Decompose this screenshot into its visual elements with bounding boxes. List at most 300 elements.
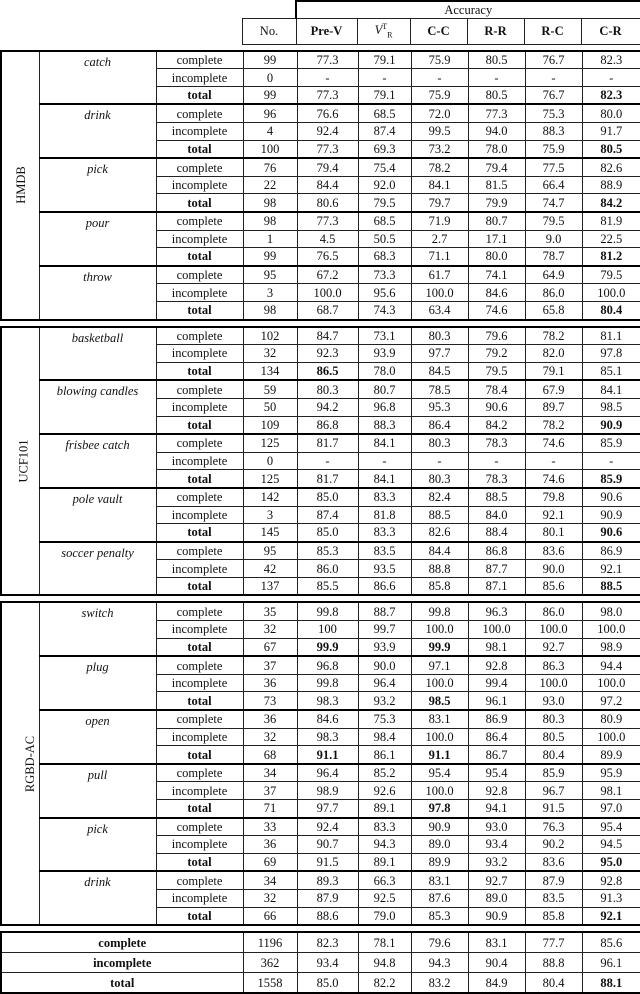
accuracy-cell: 71.1 (411, 248, 468, 266)
accuracy-cell: 92.7 (525, 638, 582, 656)
row-type: incomplete (156, 728, 243, 746)
count-cell: 68 (243, 746, 297, 764)
accuracy-cell: 94.2 (297, 398, 358, 416)
row-type: total (1, 973, 243, 994)
action-label: open (39, 710, 156, 764)
accuracy-cell: 94.8 (358, 953, 411, 973)
accuracy-cell: 96.3 (468, 602, 525, 620)
count-cell: 96 (243, 104, 297, 122)
row-type: incomplete (1, 953, 243, 973)
accuracy-cell: 77.7 (525, 932, 582, 953)
accuracy-cell: 78.0 (358, 362, 411, 380)
accuracy-cell: - (525, 69, 582, 87)
accuracy-cell: 98.0 (582, 602, 640, 620)
count-cell: 69 (243, 853, 297, 871)
accuracy-cell: 22.5 (582, 230, 640, 248)
accuracy-cell: 85.6 (525, 577, 582, 595)
accuracy-cell: 85.8 (411, 577, 468, 595)
row-type: complete (156, 104, 243, 122)
row-type: incomplete (156, 506, 243, 524)
accuracy-cell: - (297, 69, 358, 87)
accuracy-cell: 77.3 (297, 86, 358, 104)
accuracy-cell: 99.9 (411, 638, 468, 656)
count-cell: 95 (243, 266, 297, 284)
count-cell: 59 (243, 380, 297, 398)
accuracy-cell: 95.9 (582, 764, 640, 782)
accuracy-cell: 71.9 (411, 212, 468, 230)
col-c-r: C-R (581, 19, 640, 45)
accuracy-cell: 84.6 (297, 710, 358, 728)
accuracy-cell: 84.1 (358, 434, 411, 452)
row-type: complete (156, 434, 243, 452)
count-cell: 32 (243, 889, 297, 907)
accuracy-cell: 75.4 (358, 158, 411, 176)
accuracy-cell: 86.0 (525, 284, 582, 302)
count-cell: 32 (243, 728, 297, 746)
accuracy-cell: 90.2 (525, 836, 582, 854)
accuracy-cell: 87.6 (411, 889, 468, 907)
accuracy-cell: 93.2 (358, 692, 411, 710)
accuracy-cell: 100 (297, 621, 358, 639)
row-type: total (156, 853, 243, 871)
accuracy-cell: 82.6 (582, 158, 640, 176)
accuracy-cell: 91.1 (297, 746, 358, 764)
accuracy-cell: 80.7 (358, 380, 411, 398)
action-label: catch (39, 51, 156, 105)
count-cell: 1196 (243, 932, 297, 953)
accuracy-cell: 99.5 (411, 123, 468, 141)
action-label: throw (39, 266, 156, 320)
accuracy-cell: - (468, 452, 525, 470)
row-type: incomplete (156, 69, 243, 87)
count-cell: 95 (243, 542, 297, 560)
accuracy-cell: 83.1 (411, 710, 468, 728)
accuracy-cell: 100.0 (525, 674, 582, 692)
accuracy-cell: 86.0 (297, 560, 358, 578)
count-cell: 125 (243, 434, 297, 452)
accuracy-cell: 100.0 (411, 728, 468, 746)
action-label: switch (39, 602, 156, 656)
accuracy-cell: 79.6 (468, 327, 525, 345)
accuracy-cell: 98.9 (297, 782, 358, 800)
accuracy-cell: 82.2 (358, 973, 411, 994)
accuracy-cell: 77.3 (468, 104, 525, 122)
accuracy-cell: 83.1 (468, 932, 525, 953)
accuracy-cell: 87.9 (525, 871, 582, 889)
accuracy-cell: 96.4 (358, 674, 411, 692)
table-row (1, 710, 640, 728)
accuracy-cell: 84.7 (297, 327, 358, 345)
accuracy-cell: 87.1 (468, 577, 525, 595)
accuracy-cell: 80.5 (468, 51, 525, 69)
row-type: total (156, 416, 243, 434)
action-label: drink (39, 104, 156, 158)
accuracy-cell: 93.4 (297, 953, 358, 973)
dataset-label: UCF101 (1, 327, 39, 596)
accuracy-cell: 90.7 (297, 836, 358, 854)
count-cell: 4 (243, 123, 297, 141)
accuracy-cell: 96.1 (468, 692, 525, 710)
accuracy-cell: 17.1 (468, 230, 525, 248)
col-c-c: C-C (410, 19, 467, 45)
accuracy-cell: 100.0 (582, 674, 640, 692)
col-pre-v: Pre-V (296, 19, 357, 45)
accuracy-cell: 84.1 (582, 380, 640, 398)
accuracy-cell: 81.1 (582, 327, 640, 345)
count-cell: 66 (243, 907, 297, 925)
count-cell: 98 (243, 212, 297, 230)
accuracy-cell: 84.1 (358, 470, 411, 488)
row-type: total (156, 194, 243, 212)
no-header: No. (242, 19, 296, 45)
accuracy-cell: 94.0 (468, 123, 525, 141)
table-row (1, 656, 640, 674)
row-type: complete (156, 380, 243, 398)
accuracy-cell: 92.4 (297, 818, 358, 836)
accuracy-cell: 82.3 (297, 932, 358, 953)
row-type: incomplete (156, 345, 243, 363)
count-cell: 142 (243, 488, 297, 506)
accuracy-cell: 98.4 (358, 728, 411, 746)
accuracy-cell: 78.3 (468, 434, 525, 452)
accuracy-cell: 89.1 (358, 853, 411, 871)
accuracy-cell: 69.3 (358, 140, 411, 158)
accuracy-cell: 87.9 (297, 889, 358, 907)
accuracy-cell: 85.9 (582, 470, 640, 488)
accuracy-cell: 74.1 (468, 266, 525, 284)
action-label: plug (39, 656, 156, 710)
accuracy-cell: 80.3 (411, 470, 468, 488)
accuracy-cell: 63.4 (411, 301, 468, 319)
accuracy-cell: 100.0 (411, 621, 468, 639)
accuracy-cell: 79.5 (582, 266, 640, 284)
row-type: complete (156, 764, 243, 782)
row-type: total (156, 86, 243, 104)
row-type: incomplete (156, 782, 243, 800)
accuracy-cell: 75.9 (525, 140, 582, 158)
accuracy-cell: 78.0 (468, 140, 525, 158)
accuracy-cell: 95.3 (411, 398, 468, 416)
accuracy-cell: 80.3 (297, 380, 358, 398)
accuracy-cell: 79.1 (358, 86, 411, 104)
accuracy-cell: 80.4 (525, 746, 582, 764)
accuracy-cell: 100.0 (582, 728, 640, 746)
accuracy-cell: 81.9 (582, 212, 640, 230)
count-cell: 137 (243, 577, 297, 595)
accuracy-cell: 100.0 (297, 284, 358, 302)
accuracy-cell: 82.4 (411, 488, 468, 506)
accuracy-cell: 77.5 (525, 158, 582, 176)
table-row (1, 158, 640, 176)
accuracy-cell: 92.1 (582, 560, 640, 578)
accuracy-cell: 90.4 (468, 953, 525, 973)
accuracy-cell: 90.9 (468, 907, 525, 925)
accuracy-cell: 97.1 (411, 656, 468, 674)
accuracy-cell: 4.5 (297, 230, 358, 248)
accuracy-cell: - (297, 452, 358, 470)
accuracy-cell: 98.3 (297, 692, 358, 710)
dataset-label: RGBD-AC (1, 602, 39, 925)
accuracy-cell: 78.2 (525, 416, 582, 434)
accuracy-cell: - (582, 69, 640, 87)
accuracy-cell: 98.5 (582, 398, 640, 416)
accuracy-cell: 88.3 (358, 416, 411, 434)
accuracy-cell: 75.3 (525, 104, 582, 122)
accuracy-cell: 83.6 (525, 853, 582, 871)
row-type: incomplete (156, 123, 243, 141)
table-row (1, 380, 640, 398)
accuracy-cell: 96.8 (358, 398, 411, 416)
count-cell: 134 (243, 362, 297, 380)
accuracy-cell: 80.5 (525, 728, 582, 746)
accuracy-cell: 92.8 (468, 782, 525, 800)
accuracy-cell: 93.9 (358, 345, 411, 363)
accuracy-cell: 88.8 (525, 953, 582, 973)
action-label: drink (39, 871, 156, 925)
accuracy-cell: 97.7 (297, 800, 358, 818)
accuracy-cell: 86.0 (525, 602, 582, 620)
accuracy-cell: 91.1 (411, 746, 468, 764)
accuracy-cell: 92.4 (297, 123, 358, 141)
accuracy-cell: 80.6 (297, 194, 358, 212)
count-cell: 1558 (243, 973, 297, 994)
accuracy-cell: - (582, 452, 640, 470)
accuracy-cell: 78.5 (411, 380, 468, 398)
accuracy-cell: 77.3 (297, 51, 358, 69)
table-row (1, 542, 640, 560)
accuracy-cell: 99.8 (411, 602, 468, 620)
accuracy-cell: 98.5 (411, 692, 468, 710)
accuracy-cell: 83.2 (411, 973, 468, 994)
count-cell: 1 (243, 230, 297, 248)
accuracy-cell: 75.9 (411, 51, 468, 69)
accuracy-cell: 85.0 (297, 973, 358, 994)
count-cell: 98 (243, 301, 297, 319)
accuracy-cell: 66.3 (358, 871, 411, 889)
row-type: incomplete (156, 176, 243, 194)
accuracy-cell: 83.6 (525, 542, 582, 560)
accuracy-cell: 79.5 (468, 362, 525, 380)
dataset-block-hmdb (0, 50, 640, 321)
accuracy-cell: 98.9 (582, 638, 640, 656)
accuracy-cell: 92.0 (358, 176, 411, 194)
accuracy-cell: 90.9 (411, 818, 468, 836)
row-type: complete (156, 327, 243, 345)
accuracy-cell: 75.3 (358, 710, 411, 728)
count-cell: 3 (243, 506, 297, 524)
accuracy-cell: 76.7 (525, 51, 582, 69)
summary-row (1, 932, 640, 953)
accuracy-cell: 98.3 (297, 728, 358, 746)
accuracy-cell: 88.8 (411, 560, 468, 578)
accuracy-cell: 89.3 (297, 871, 358, 889)
action-label: basketball (39, 327, 156, 381)
accuracy-cell: 85.0 (297, 524, 358, 542)
accuracy-cell: 78.7 (525, 248, 582, 266)
accuracy-cell: 90.9 (582, 506, 640, 524)
accuracy-cell: 76.5 (297, 248, 358, 266)
count-cell: 36 (243, 710, 297, 728)
accuracy-cell: - (358, 452, 411, 470)
accuracy-cell: 92.8 (582, 871, 640, 889)
count-cell: 109 (243, 416, 297, 434)
accuracy-cell: 80.7 (468, 212, 525, 230)
accuracy-cell: 81.7 (297, 434, 358, 452)
accuracy-cell: 95.0 (582, 853, 640, 871)
accuracy-cell: 92.1 (525, 506, 582, 524)
accuracy-cell: 83.3 (358, 524, 411, 542)
accuracy-cell: 89.9 (411, 853, 468, 871)
dataset-label: HMDB (1, 51, 39, 320)
accuracy-cell: 82.0 (525, 345, 582, 363)
accuracy-cell: 84.6 (468, 284, 525, 302)
summary-row (1, 953, 640, 973)
row-type: total (156, 140, 243, 158)
row-type: incomplete (156, 836, 243, 854)
accuracy-cell: 89.1 (358, 800, 411, 818)
accuracy-cell: 92.8 (468, 656, 525, 674)
count-cell: 34 (243, 764, 297, 782)
accuracy-cell: 82.6 (411, 524, 468, 542)
accuracy-cell: 96.1 (582, 953, 640, 973)
accuracy-cell: 92.1 (582, 907, 640, 925)
row-type: total (156, 907, 243, 925)
count-cell: 22 (243, 176, 297, 194)
row-type: total (156, 301, 243, 319)
accuracy-cell: 90.0 (358, 656, 411, 674)
row-type: total (156, 248, 243, 266)
accuracy-cell: 92.3 (297, 345, 358, 363)
accuracy-cell: 72.0 (411, 104, 468, 122)
count-cell: 67 (243, 638, 297, 656)
accuracy-cell: 89.0 (468, 889, 525, 907)
row-type: total (156, 692, 243, 710)
accuracy-cell: 79.2 (468, 345, 525, 363)
accuracy-cell: 68.5 (358, 104, 411, 122)
accuracy-cell: 85.1 (582, 362, 640, 380)
count-cell: 34 (243, 871, 297, 889)
accuracy-cell: 79.9 (468, 194, 525, 212)
count-cell: 99 (243, 51, 297, 69)
row-type: complete (1, 932, 243, 953)
row-type: incomplete (156, 621, 243, 639)
accuracy-cell: 88.5 (582, 577, 640, 595)
accuracy-cell: 86.8 (297, 416, 358, 434)
accuracy-cell: 93.9 (358, 638, 411, 656)
accuracy-cell: 92.5 (358, 889, 411, 907)
accuracy-cell: 65.8 (525, 301, 582, 319)
count-cell: 50 (243, 398, 297, 416)
accuracy-cell: 98.1 (582, 782, 640, 800)
accuracy-cell: 90.6 (582, 524, 640, 542)
accuracy-cell: 88.5 (468, 488, 525, 506)
accuracy-cell: 80.4 (582, 301, 640, 319)
accuracy-cell: 100.0 (525, 621, 582, 639)
accuracy-cell: 80.9 (582, 710, 640, 728)
accuracy-cell: 93.0 (468, 818, 525, 836)
count-cell: 3 (243, 284, 297, 302)
summary-row (1, 973, 640, 994)
accuracy-cell: 85.9 (525, 764, 582, 782)
summary-block (0, 931, 640, 994)
accuracy-cell: 90.6 (582, 488, 640, 506)
accuracy-cell: 93.5 (358, 560, 411, 578)
accuracy-cell: 86.9 (582, 542, 640, 560)
accuracy-cell: 95.4 (582, 818, 640, 836)
table-row (1, 488, 640, 506)
accuracy-cell: 80.3 (411, 434, 468, 452)
accuracy-cell: 50.5 (358, 230, 411, 248)
row-type: incomplete (156, 452, 243, 470)
accuracy-cell: 100.0 (582, 284, 640, 302)
accuracy-cell: 74.7 (525, 194, 582, 212)
accuracy-cell: 84.2 (582, 194, 640, 212)
action-label: pull (39, 764, 156, 818)
accuracy-cell: 82.3 (582, 51, 640, 69)
row-type: incomplete (156, 889, 243, 907)
row-type: total (156, 524, 243, 542)
accuracy-cell: 76.6 (297, 104, 358, 122)
accuracy-cell: 86.9 (468, 710, 525, 728)
col-vr: $V^T_R$ (357, 19, 410, 45)
accuracy-cell: 79.4 (468, 158, 525, 176)
count-cell: 0 (243, 452, 297, 470)
accuracy-cell: 99.9 (297, 638, 358, 656)
accuracy-cell: 100.0 (411, 674, 468, 692)
accuracy-cell: 84.0 (468, 506, 525, 524)
accuracy-cell: 85.5 (297, 577, 358, 595)
accuracy-cell: 84.1 (411, 176, 468, 194)
count-cell: 36 (243, 836, 297, 854)
action-label: pick (39, 818, 156, 872)
accuracy-cell: 84.5 (411, 362, 468, 380)
accuracy-cell: - (411, 69, 468, 87)
accuracy-cell: 74.6 (525, 470, 582, 488)
action-label: soccer penalty (39, 542, 156, 596)
accuracy-cell: 68.5 (358, 212, 411, 230)
accuracy-cell: 94.3 (358, 836, 411, 854)
accuracy-cell: 81.7 (297, 470, 358, 488)
accuracy-cell: 80.3 (411, 327, 468, 345)
accuracy-cell: 78.1 (358, 932, 411, 953)
count-cell: 71 (243, 800, 297, 818)
accuracy-cell: 94.5 (582, 836, 640, 854)
accuracy-cell: 98.1 (468, 638, 525, 656)
accuracy-cell: 9.0 (525, 230, 582, 248)
accuracy-cell: 85.8 (525, 907, 582, 925)
accuracy-cell: 88.3 (525, 123, 582, 141)
accuracy-cell: 80.5 (582, 140, 640, 158)
accuracy-cell: 89.0 (411, 836, 468, 854)
count-cell: 76 (243, 158, 297, 176)
count-cell: 98 (243, 194, 297, 212)
accuracy-cell: 84.4 (411, 542, 468, 560)
accuracy-cell: 89.7 (525, 398, 582, 416)
row-type: complete (156, 158, 243, 176)
accuracy-cell: 85.9 (582, 434, 640, 452)
accuracy-cell: 97.2 (582, 692, 640, 710)
table-row (1, 602, 640, 620)
count-cell: 362 (243, 953, 297, 973)
accuracy-cell: 81.8 (358, 506, 411, 524)
accuracy-cell: 68.3 (358, 248, 411, 266)
accuracy-cell: 78.3 (468, 470, 525, 488)
accuracy-cell: 73.1 (358, 327, 411, 345)
accuracy-cell: 74.3 (358, 301, 411, 319)
accuracy-cell: 86.1 (358, 746, 411, 764)
accuracy-cell: 80.1 (525, 524, 582, 542)
accuracy-cell: 88.5 (411, 506, 468, 524)
